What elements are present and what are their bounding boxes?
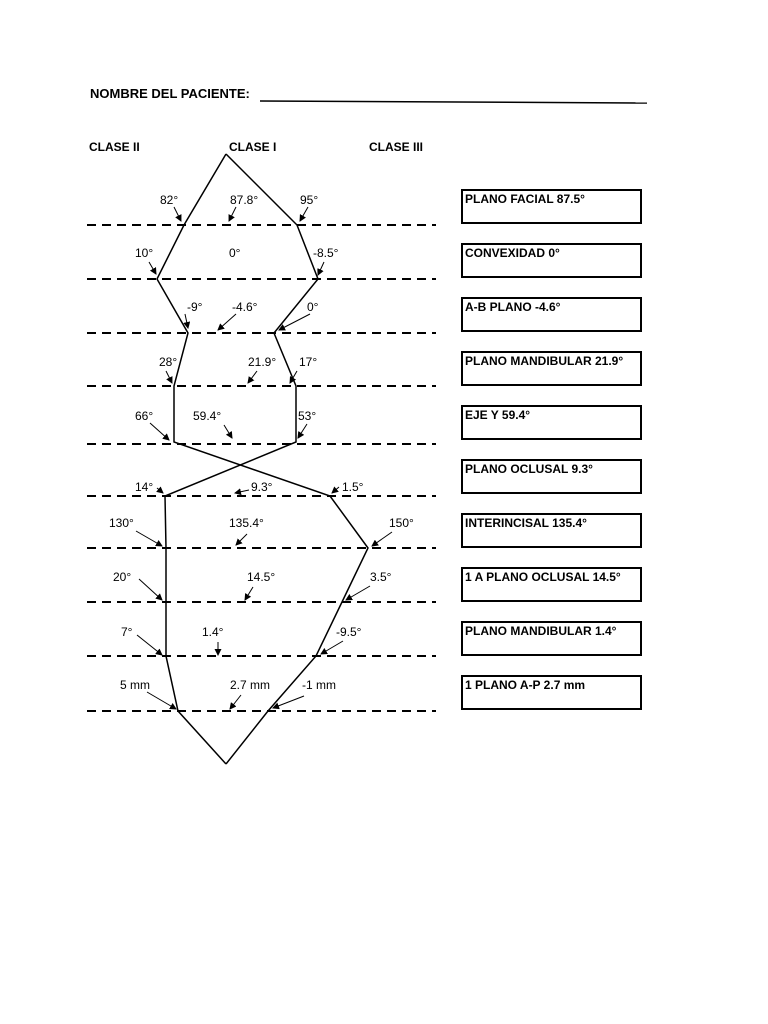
row3-right-value: 0°: [307, 300, 319, 314]
row8-left-value: 20°: [113, 570, 132, 584]
box-label: PLANO FACIAL 87.5°: [465, 192, 585, 206]
row6-right-value: 1.5°: [342, 480, 364, 494]
box-label: 1 A PLANO OCLUSAL 14.5°: [465, 570, 621, 584]
incisor-plano-oclusal-box: [461, 567, 642, 602]
box-label: PLANO OCLUSAL 9.3°: [465, 462, 593, 476]
arrow: [218, 314, 236, 330]
arrow: [300, 207, 308, 221]
box-label: 1 PLANO A-P 2.7 mm: [465, 678, 586, 692]
row3-left-value: -9°: [187, 300, 203, 314]
ab-plano-box: [461, 297, 642, 332]
arrow: [174, 207, 181, 221]
row4-center-value: 21.9°: [248, 355, 277, 369]
plano-oclusal-box: [461, 459, 642, 494]
arrow: [332, 487, 339, 493]
row5-right-value: 53°: [298, 409, 317, 423]
clase-iii-heading: CLASE III: [369, 140, 424, 154]
arrow: [236, 534, 247, 545]
arrow: [166, 371, 172, 383]
row7-right-value: 150°: [389, 516, 414, 530]
arrow: [346, 586, 370, 600]
row10-right-value: -1 mm: [302, 678, 336, 692]
arrow: [136, 531, 162, 546]
arrow: [245, 587, 253, 600]
box-label: A-B PLANO -4.6°: [465, 300, 561, 314]
arrow: [235, 490, 249, 493]
eje-y-box: [461, 405, 642, 440]
box-label: INTERINCISAL 135.4°: [465, 516, 587, 530]
row9-left-value: 7°: [121, 625, 133, 639]
patient-name-line[interactable]: [260, 101, 647, 103]
row6-left-value: 14°: [135, 480, 154, 494]
arrow: [230, 695, 241, 709]
upper-polygon-right: [165, 154, 318, 764]
row5-center-value: 59.4°: [193, 409, 222, 423]
patient-name-label: NOMBRE DEL PACIENTE:: [90, 86, 250, 101]
row3-center-value: -4.6°: [232, 300, 258, 314]
arrow: [157, 488, 163, 493]
arrow: [139, 579, 162, 600]
arrow: [321, 641, 343, 654]
row7-center-value: 135.4°: [229, 516, 264, 530]
row2-center-value: 0°: [229, 246, 241, 260]
row4-left-value: 28°: [159, 355, 178, 369]
clase-i-heading: CLASE I: [229, 140, 277, 154]
row8-center-value: 14.5°: [247, 570, 276, 584]
row1-center-value: 87.8°: [230, 193, 259, 207]
row2-left-value: 10°: [135, 246, 154, 260]
row10-center-value: 2.7 mm: [230, 678, 271, 692]
row7-left-value: 130°: [109, 516, 134, 530]
row1-left-value: 82°: [160, 193, 179, 207]
row10-left-value: 5 mm: [120, 678, 150, 692]
plano-mandibular-incisor-box: [461, 621, 642, 656]
row1-right-value: 95°: [300, 193, 319, 207]
row9-center-value: 1.4°: [202, 625, 224, 639]
arrow: [147, 692, 176, 709]
plano-ap-box: [461, 675, 642, 710]
arrow: [149, 262, 156, 274]
arrow: [318, 262, 324, 275]
box-label: PLANO MANDIBULAR 1.4°: [465, 624, 617, 638]
plano-facial-box: [461, 189, 642, 224]
box-label: CONVEXIDAD 0°: [465, 246, 560, 260]
arrow: [248, 371, 257, 383]
convexidad-box: [461, 243, 642, 278]
arrow: [273, 696, 304, 708]
row8-right-value: 3.5°: [370, 570, 392, 584]
interincisal-box: [461, 513, 642, 548]
arrow: [298, 424, 307, 438]
arrow: [185, 314, 188, 328]
row4-right-value: 17°: [299, 355, 318, 369]
row9-right-value: -9.5°: [336, 625, 362, 639]
box-label: PLANO MANDIBULAR 21.9°: [465, 354, 624, 368]
plano-mandibular-box: [461, 351, 642, 386]
arrow: [372, 532, 392, 546]
arrow: [229, 207, 236, 221]
row2-right-value: -8.5°: [313, 246, 339, 260]
dashed-rows: [87, 225, 436, 711]
box-label: EJE Y 59.4°: [465, 408, 531, 422]
row5-left-value: 66°: [135, 409, 154, 423]
arrow: [150, 423, 169, 440]
clase-ii-heading: CLASE II: [89, 140, 140, 154]
arrow: [137, 635, 162, 655]
arrow: [224, 425, 232, 438]
row6-center-value: 9.3°: [251, 480, 273, 494]
